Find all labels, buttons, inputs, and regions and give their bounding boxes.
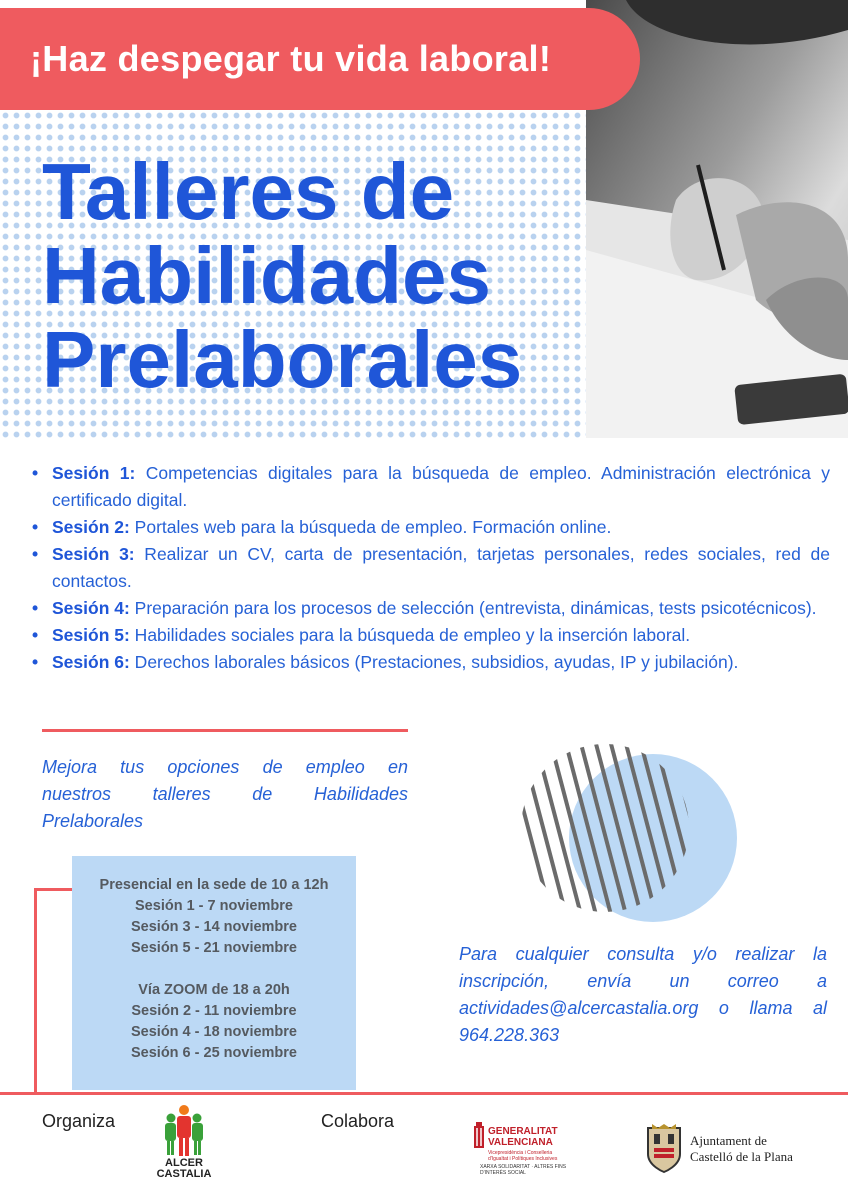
- divider-line: [42, 729, 408, 732]
- generalitat-subtitle: Vicepresidència i Conselleria d'Igualtat i Polítiques Inclusives: [488, 1150, 558, 1162]
- bullet-icon: •: [32, 652, 39, 672]
- alcer-logo-text: ALCER CASTALIA: [156, 1157, 212, 1180]
- header-banner: [0, 8, 640, 110]
- title-line-3: Prelaborales: [42, 315, 523, 404]
- schedule-item: Sesión 3 - 14 noviembre: [130, 919, 297, 935]
- castello-line-2: Castelló de la Plana: [690, 1149, 793, 1164]
- generalitat-crest-icon: [472, 1122, 486, 1152]
- session-label: Sesión 2:: [52, 517, 130, 537]
- session-label: Sesión 1:: [52, 463, 136, 483]
- session-label: Sesión 3:: [52, 544, 135, 564]
- castello-crest-icon: [644, 1124, 684, 1174]
- list-item: [32, 541, 830, 595]
- promo-text: [42, 754, 408, 835]
- presencial-heading: Presencial en la sede de 10 a 12h: [99, 877, 329, 893]
- castello-line-1: Ajuntament de: [690, 1133, 767, 1148]
- schedule-box: [72, 856, 356, 1090]
- bullet-icon: •: [32, 598, 39, 618]
- bullet-icon: •: [32, 517, 39, 537]
- session-description: Preparación para los procesos de selección (entrevista, dinámicas, tests psicotécnicos).: [129, 598, 817, 618]
- session-label: Sesión 6:: [52, 652, 130, 672]
- promo-line: nuestros talleres de Habilidades: [42, 784, 408, 804]
- bullet-icon: •: [32, 625, 39, 645]
- promo-line: Prelaborales: [42, 811, 144, 831]
- list-item: [32, 622, 830, 649]
- session-description: Competencias digitales para la búsqueda de empleo. Administración electrónica y certificado digital.: [52, 463, 830, 510]
- session-description: Realizar un CV, carta de presentación, tarjetas personales, redes sociales, red de contactos.: [52, 544, 830, 591]
- bracket-line-top: [34, 888, 74, 891]
- bullet-icon: •: [32, 544, 39, 564]
- banner-text: ¡Haz despegar tu vida laboral!: [30, 38, 552, 79]
- session-label: Sesión 4:: [52, 598, 130, 618]
- list-item: [32, 514, 830, 541]
- generalitat-subtitle-2: XARXA SOLIDARITAT · ALTRES FINS D'INTERÈS SOCIAL: [480, 1164, 567, 1176]
- list-item: [32, 460, 830, 514]
- organiza-label: Organiza: [42, 1111, 116, 1131]
- list-item: [32, 595, 830, 622]
- promo-line: Mejora tus opciones de empleo en: [42, 757, 408, 777]
- spacer: [72, 959, 356, 980]
- sessions-list: [32, 460, 830, 676]
- schedule-item: Sesión 1 - 7 noviembre: [135, 898, 293, 914]
- schedule-item: Sesión 4 - 18 noviembre: [130, 1024, 297, 1040]
- title-line-1: Talleres de: [42, 147, 455, 236]
- bullet-icon: •: [32, 463, 39, 483]
- session-label: Sesión 5:: [52, 625, 130, 645]
- colabora-label: Colabora: [321, 1111, 395, 1131]
- castello-logo-text: [690, 1133, 793, 1165]
- generalitat-logo-text: GENERALITAT VALENCIANA: [488, 1126, 558, 1148]
- zoom-heading: Vía ZOOM de 18 a 20h: [138, 982, 290, 998]
- contact-text: Para cualquier consulta y/o realizar la inscripción, envía un correo a actividades@alcercastalia.org o llama al 964.228.363: [459, 944, 827, 1045]
- page-title: [42, 147, 523, 404]
- bracket-line-vertical: [34, 888, 37, 1094]
- footer-divider: [0, 1092, 848, 1095]
- schedule-item: Sesión 5 - 21 noviembre: [130, 940, 297, 956]
- list-item: [32, 649, 830, 676]
- circle-stripes-decoration: [515, 740, 745, 930]
- schedule-item: Sesión 2 - 11 noviembre: [131, 1003, 297, 1019]
- schedule-item: Sesión 6 - 25 noviembre: [130, 1045, 297, 1061]
- session-description: Habilidades sociales para la búsqueda de empleo y la inserción laboral.: [129, 625, 691, 645]
- title-line-2: Habilidades: [42, 231, 492, 320]
- session-description: Derechos laborales básicos (Prestaciones, subsidios, ayudas, IP y jubilación).: [129, 652, 739, 672]
- session-description: Portales web para la búsqueda de empleo. Formación online.: [129, 517, 612, 537]
- alcer-logo-icon: [160, 1104, 208, 1158]
